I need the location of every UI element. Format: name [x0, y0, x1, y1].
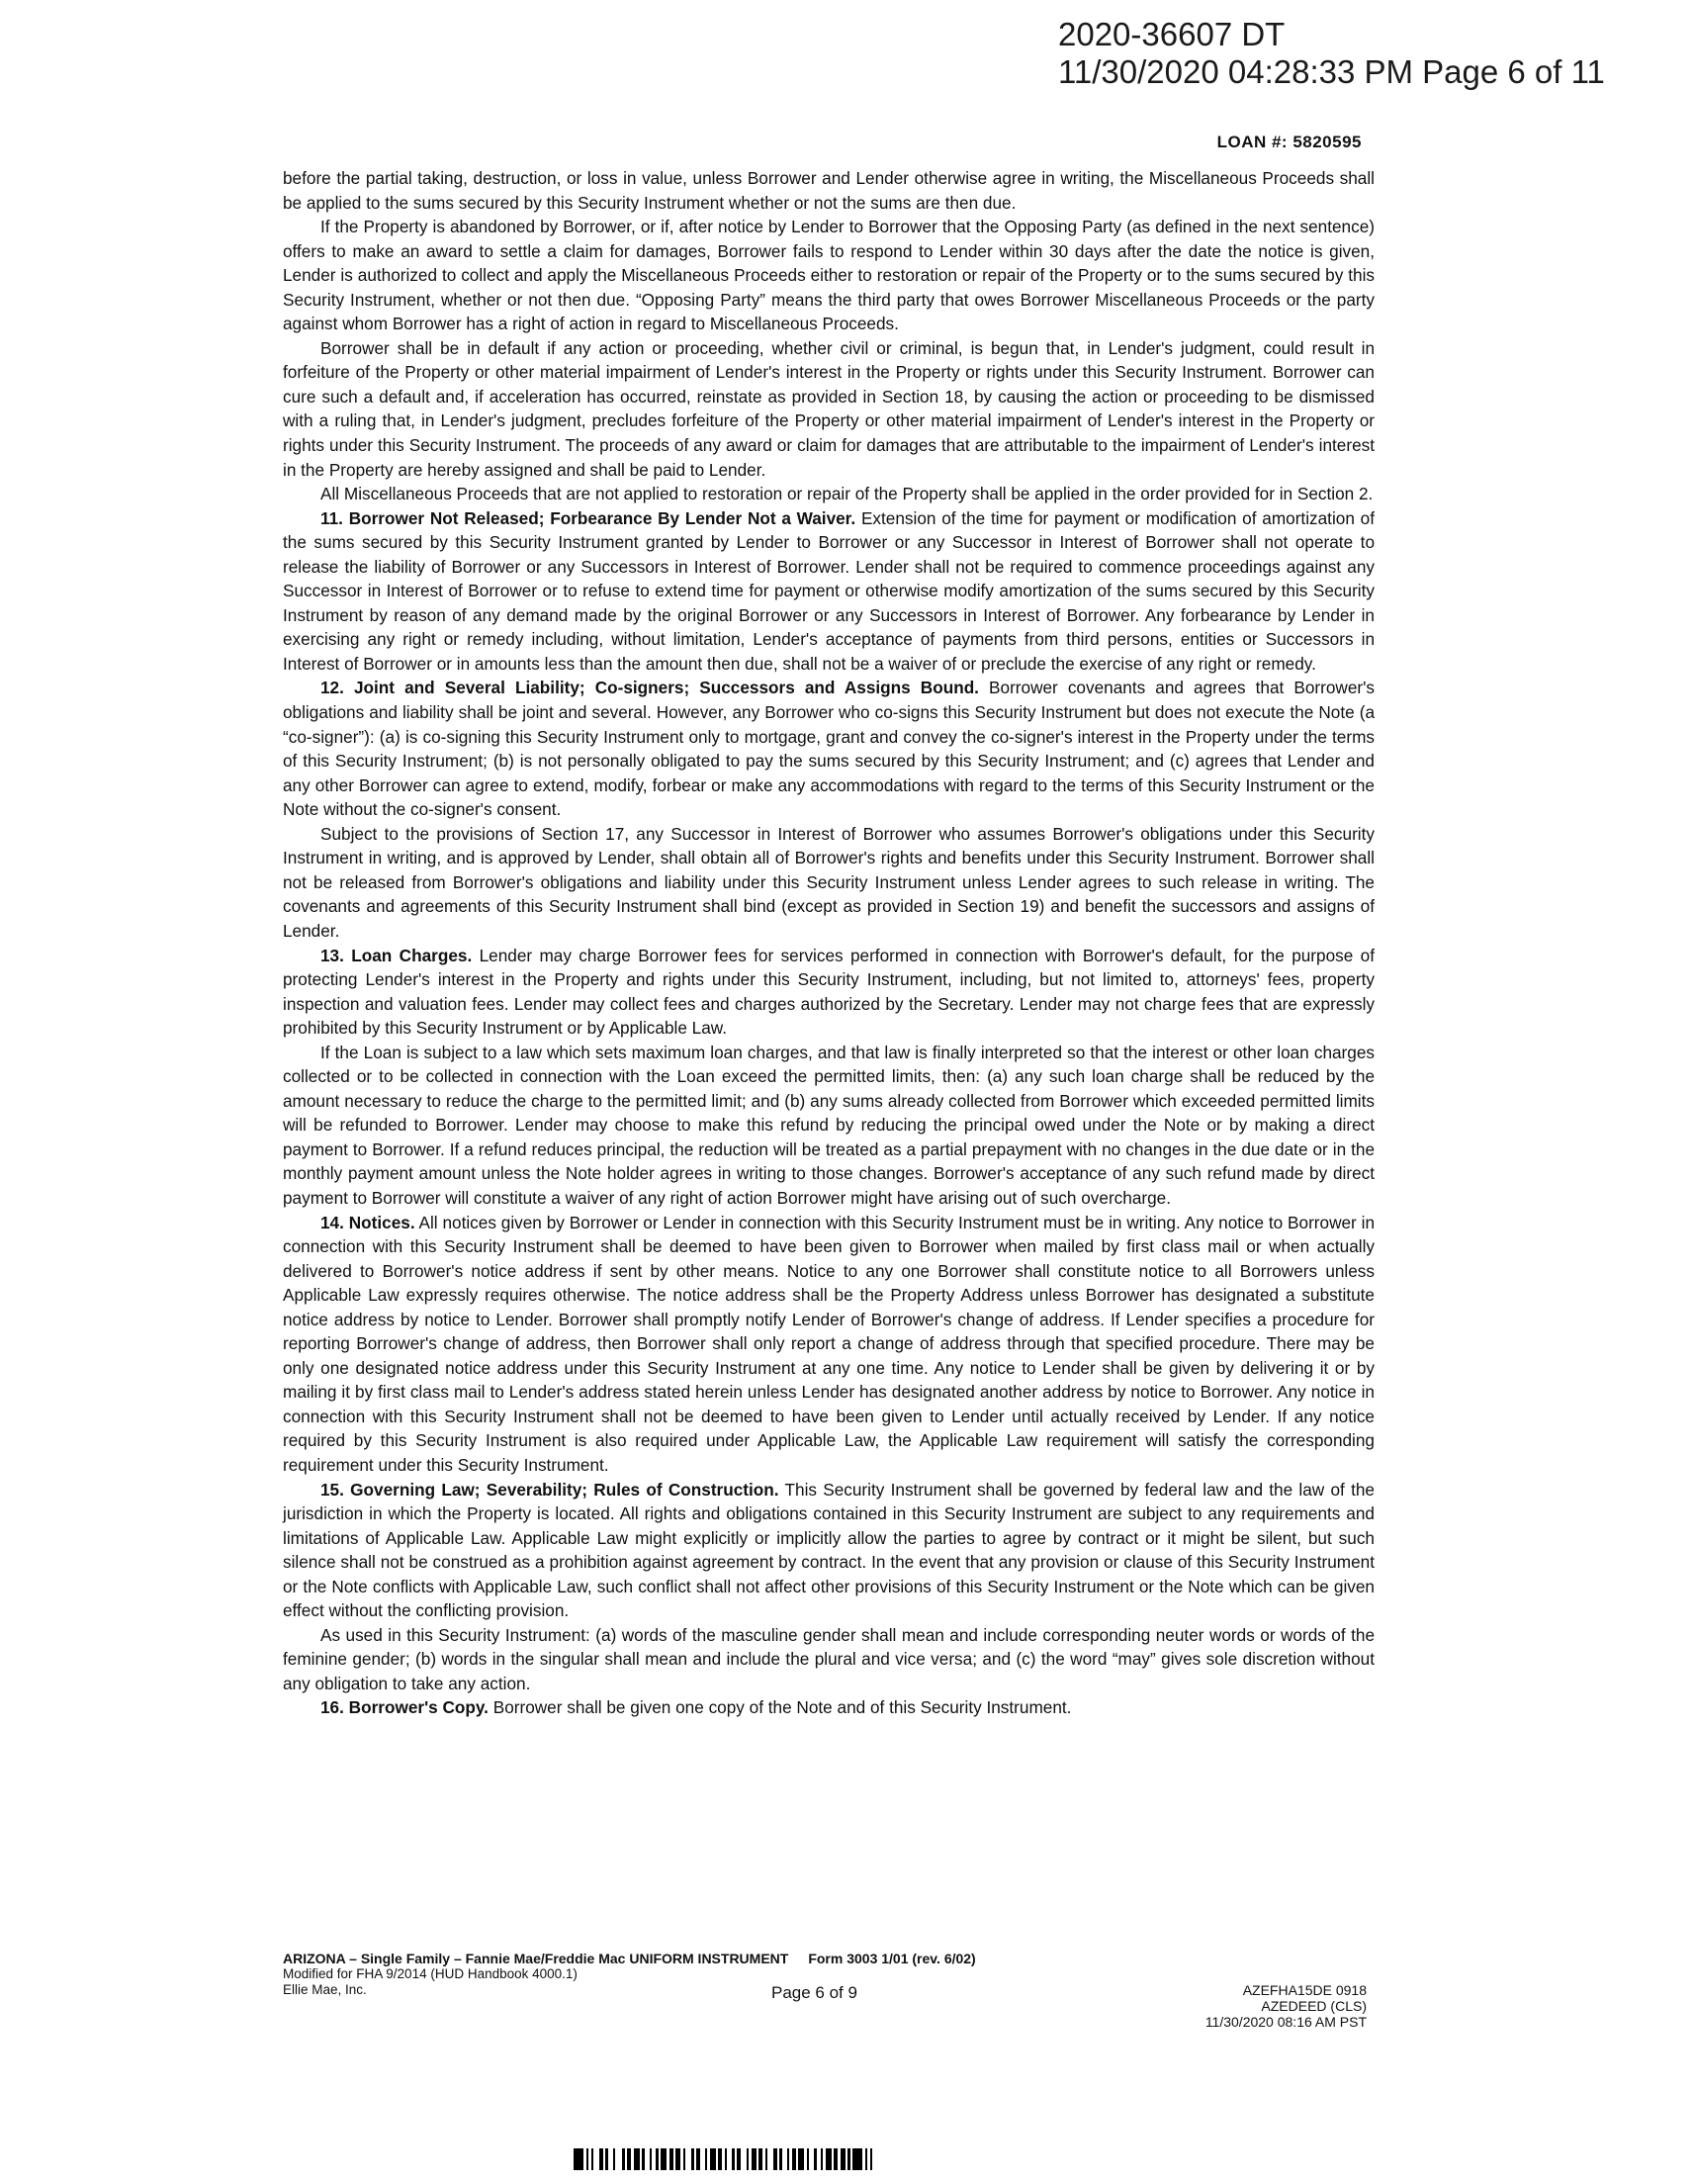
form-modified-note: Modified for FHA 9/2014 (HUD Handbook 4000.1) — [283, 1966, 578, 1981]
section-15: 15. Governing Law; Severability; Rules of Construction. This Security Instrument shall be governed by federal law and the law of the jurisdiction in which the Property is located. All rights and obligations contained in this Security Instrument are subject to any requirements and limitations of Applicable Law. Applicable Law might explicitly or implicitly allow the parties to agree by contract or it might be silent, but such silence shall not be construed as a prohibition against agreement by contract. In the event that any provision or clause of this Security Instrument or the Note conflicts with Applicable Law, such conflict shall not affect other provisions of this Security Instrument or the Note which can be given effect without the conflicting provision. — [283, 1479, 1375, 1621]
form-number: Form 3003 1/01 (rev. 6/02) — [808, 1951, 976, 1966]
loan-number: LOAN #: 5820595 — [1216, 133, 1362, 151]
section-14: 14. Notices. All notices given by Borrower or Lender in connection with this Security Instrument must be in writing. Any notice to Borrower in connection with this Security Instrument shall be deemed to have been given to Borrower when mailed by first class mail or when actually delivered to Borrower's notice address if sent by other means. Notice to any one Borrower shall constitute notice to all Borrowers unless Applicable Law expressly requires otherwise. The notice address shall be the Property Address unless Borrower has designated a substitute notice address by notice to Lender. Borrower shall promptly notify Lender of Borrower's change of address. If Lender specifies a procedure for reporting Borrower's change of address, then Borrower shall only report a change of address through that specified procedure. There may be only one designated notice address under this Security Instrument at any one time. Any notice to Lender shall be given by delivering it or by mailing it by first class mail to Lender's address stated herein unless Lender has designated another address by notice to Borrower. Any notice in connection with this Security Instrument shall not be deemed to have been given to Lender until actually received by Lender. If any notice required by this Security Instrument is also required under Applicable Law, the Applicable Law requirement will satisfy the corresponding requirement under this Security Instrument. — [283, 1212, 1375, 1475]
paragraph: Borrower shall be in default if any action or proceeding, whether civil or criminal, is begun that, in Lender's judgment, could result in forfeiture of the Property or other material impairment of Lender's interest in the Property or rights under this Security Instrument. Borrower can cure such a default and, if acceleration has occurred, reinstate as provided in Section 18, by causing the action or proceeding to be dismissed with a ruling that, in Lender's judgment, precludes forfeiture of the Property or other material impairment of Lender's interest in the Property or rights under this Security Instrument. The proceeds of any award or claim for damages that are attributable to the impairment of Lender's interest in the Property are hereby assigned and shall be paid to Lender. — [283, 337, 1375, 480]
recording-stamp — [1058, 16, 1651, 91]
section-heading: 16. Borrower's Copy. — [320, 1697, 489, 1718]
paragraph: All Miscellaneous Proceeds that are not applied to restoration or repair of the Property shall be applied in the order provided for in Section 2. — [320, 484, 1374, 504]
paragraph: before the partial taking, destruction, or loss in value, unless Borrower and Lender otherwise agree in writing, the Miscellaneous Proceeds shall be applied to the sums secured by this Security Instrument whether or not the sums are then due. — [283, 168, 1375, 213]
recording-number: 2020-36607 DT — [1058, 16, 1286, 52]
section-16: 16. Borrower's Copy. Borrower shall be given one copy of the Note and of this Security Instrument. — [320, 1697, 1072, 1718]
section-heading: 15. Governing Law; Severability; Rules of Construction. — [320, 1479, 779, 1500]
print-timestamp: 11/30/2020 08:16 AM PST — [1204, 2014, 1367, 2030]
section-heading: 12. Joint and Several Liability; Co-signers; Successors and Assigns Bound. — [320, 678, 979, 698]
paragraph: If the Property is abandoned by Borrower, or if, after notice by Lender to Borrower that the Opposing Party (as defined in the next sentence) offers to make an award to settle a claim for damages, Borrower fails to respond to Lender within 30 days after the date the notice is given, Lender is authorized to collect and apply the Miscellaneous Proceeds either to restoration or repair of the Property or to the sums secured by this Security Instrument, whether or not then due. “Opposing Party” means the third party that owes Borrower Miscellaneous Proceeds or the party against whom Borrower has a right of action in regard to Miscellaneous Proceeds. — [283, 217, 1375, 334]
footer-form-info — [283, 1951, 1074, 1998]
paragraph: If the Loan is subject to a law which sets maximum loan charges, and that law is finally interpreted so that the interest or other loan charges collected or to be collected in connection with the Loan exceed the permitted limits, then: (a) any such loan charge shall be reduced by the amount necessary to reduce the charge to the permitted limit; and (b) any sums already collected from Borrower which exceeded permitted limits will be refunded to Borrower. Lender may choose to make this refund by reducing the principal owed under the Note or by making a direct payment to Borrower. If a refund reduces principal, the reduction will be treated as a partial prepayment with no changes in the due date or in the monthly payment amount unless the Note holder agrees in writing to those changes. Borrower's acceptance of any such refund made by direct payment to Borrower will constitute a waiver of any right of action Borrower might have arising out of such overcharge. — [283, 1042, 1375, 1208]
paragraph: Subject to the provisions of Section 17, any Successor in Interest of Borrower who assumes Borrower's obligations under this Security Instrument in writing, and is approved by Lender, shall obtain all of Borrower's rights and benefits under this Security Instrument. Borrower shall not be released from Borrower's obligations and liability under this Security Instrument unless Lender agrees to such release in writing. The covenants and agreements of this Security Instrument shall bind (except as provided in Section 19) and benefit the successors and assigns of Lender. — [283, 823, 1375, 941]
section-heading: 13. Loan Charges. — [320, 945, 473, 965]
deed-code: AZEDEED (CLS) — [1261, 1998, 1367, 2014]
section-11: 11. Borrower Not Released; Forbearance By Lender Not a Waiver. Extension of the time for payment or modification of amortization of the sums secured by this Security Instrument granted by Lender to Borrower or any Successor in Interest of Borrower shall not operate to release the liability of Borrower or any Successors in Interest of Borrower. Lender shall not be required to commence proceedings against any Successor in Interest of Borrower or to refuse to extend time for payment or otherwise modify amortization of the sums secured by this Security Instrument by reason of any demand made by the original Borrower or any Successors in Interest of Borrower. Any forbearance by Lender in exercising any right or remedy including, without limitation, Lender's acceptance of payments from third persons, entities or Successors in Interest of Borrower or in amounts less than the amount then due, shall not be a waiver of or preclude the exercise of any right or remedy. — [283, 507, 1375, 674]
page-number: Page 6 of 9 — [771, 1983, 857, 2002]
section-13: 13. Loan Charges. Lender may charge Borrower fees for services performed in connection with Borrower's default, for the purpose of protecting Lender's interest in the Property and rights under this Security Instrument, including, but not limited to, attorneys' fees, property inspection and valuation fees. Lender may collect fees and charges authorized by the Secretary. Lender may not charge fees that are expressly prohibited by this Security Instrument or by Applicable Law. — [283, 945, 1375, 1039]
doc-code: AZEFHA15DE 0918 — [1242, 1982, 1367, 1998]
barcode — [574, 2148, 1088, 2170]
section-12: 12. Joint and Several Liability; Co-signers; Successors and Assigns Bound. Borrower covenants and agrees that Borrower's obligations and liability shall be joint and several. However, any Borrower who co-signs this Security Instrument but does not execute the Note (a “co-signer”): (a) is co-signing this Security Instrument only to mortgage, grant and convey the co-signer's interest in the Property under the terms of this Security Instrument; (b) is not personally obligated to pay the sums secured by this Security Instrument; and (c) agrees that Lender and any other Borrower can agree to extend, modify, forbear or make any accommodations with regard to the terms of this Security Instrument or the Note without the co-signer's consent. — [283, 678, 1375, 820]
paragraph: As used in this Security Instrument: (a) words of the masculine gender shall mean and include corresponding neuter words or words of the feminine gender; (b) words in the singular shall mean and include the plural and vice versa; and (c) the word “may” gives sole discretion without any obligation to take any action. — [283, 1624, 1375, 1693]
section-heading: 11. Borrower Not Released; Forbearance By Lender Not a Waiver. — [320, 507, 856, 528]
form-title: ARIZONA – Single Family – Fannie Mae/Freddie Mac UNIFORM INSTRUMENT — [283, 1951, 789, 1966]
document-body — [283, 166, 1375, 1720]
section-heading: 14. Notices. — [320, 1212, 415, 1232]
footer-codes — [1205, 1982, 1367, 2030]
recording-datetime-page: 11/30/2020 04:28:33 PM Page 6 of 11 — [1058, 53, 1605, 90]
form-vendor: Ellie Mae, Inc. — [283, 1982, 367, 1997]
